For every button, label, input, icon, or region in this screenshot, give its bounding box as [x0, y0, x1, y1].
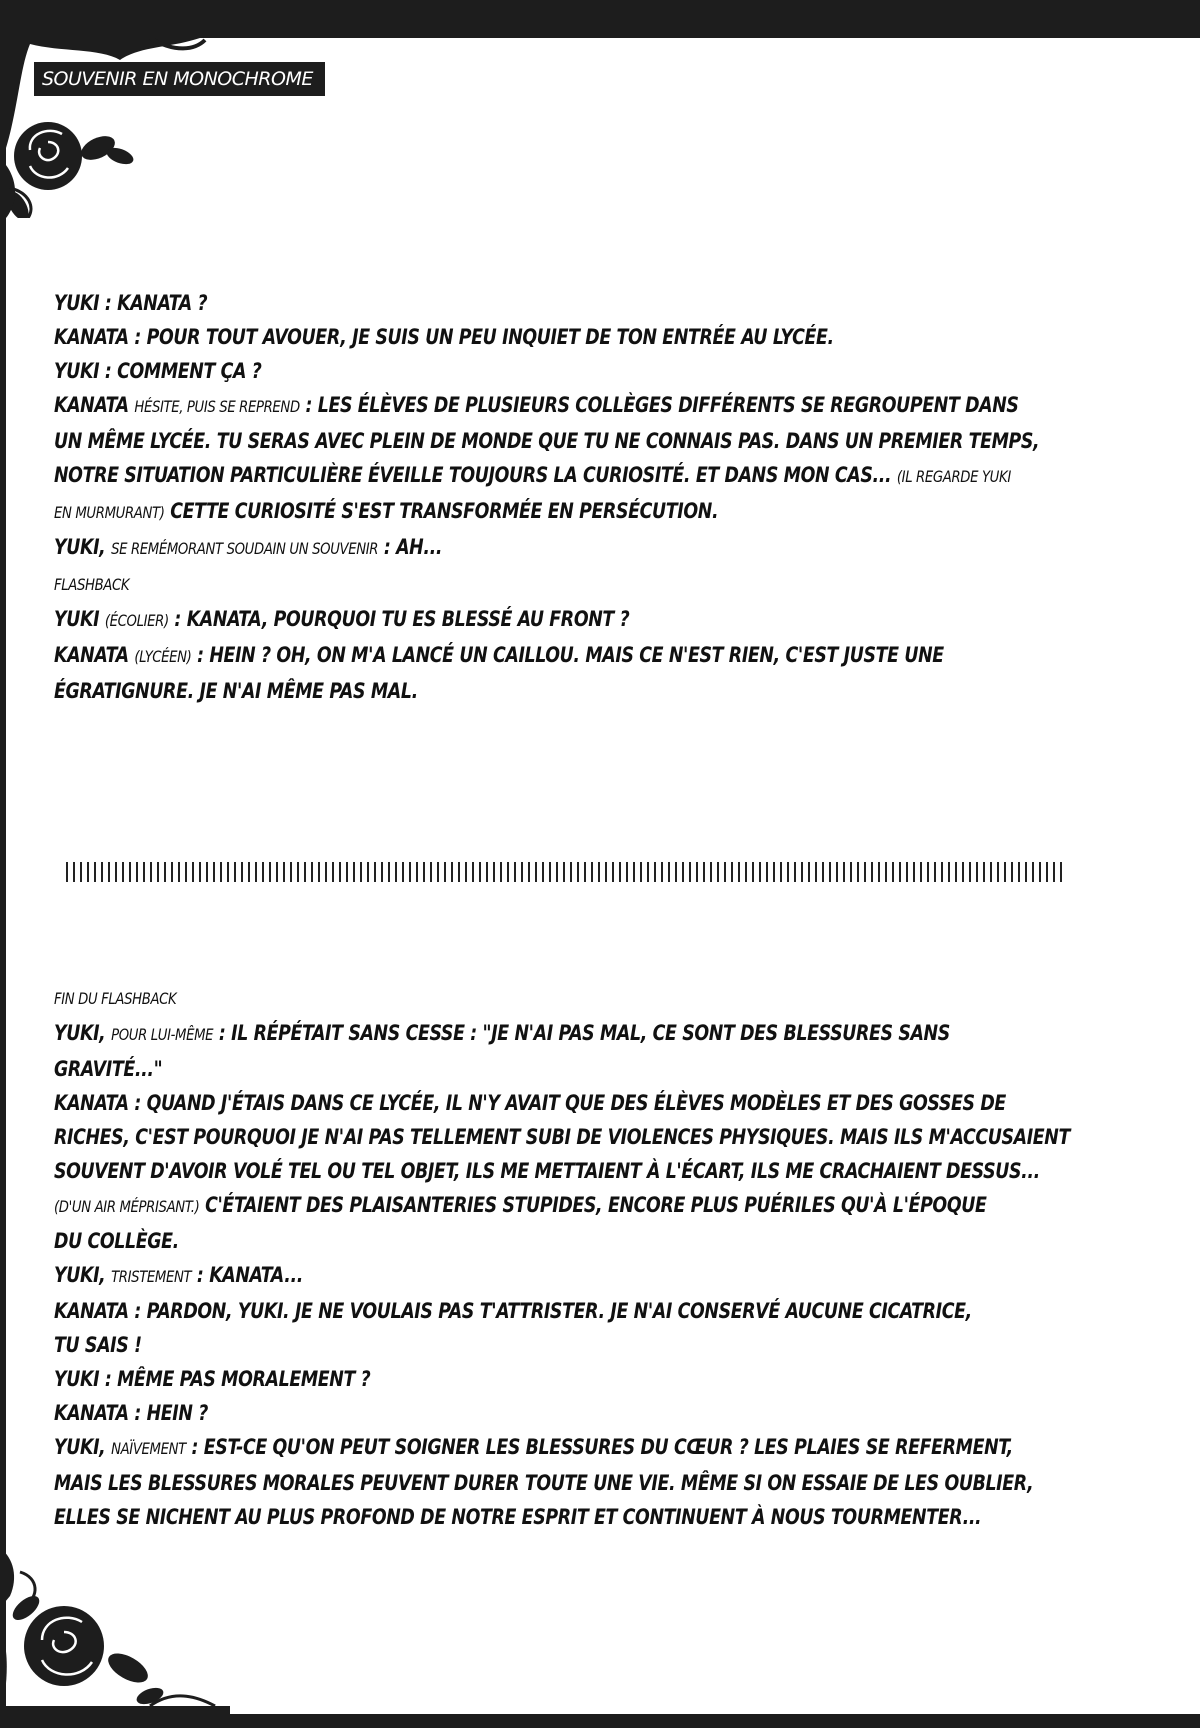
- dialogue-text: SOUVENT D'AVOIR VOLÉ TEL OU TEL OBJET, ILS ME METTAIENT À L'ÉCART, ILS ME CRACHAIENT DESSUS...: [54, 1159, 1040, 1183]
- dialogue-line: [54, 1154, 1040, 1188]
- stage-direction: SE REMÉMORANT SOUDAIN UN SOUVENIR: [111, 539, 379, 558]
- dialogue-text: KANATA : PARDON, YUKI. JE NE VOULAIS PAS T'ATTRISTER. JE N'AI CONSERVÉ AUCUNE CICATRICE,: [54, 1299, 972, 1323]
- dialogue-text: ÉGRATIGNURE. JE N'AI MÊME PAS MAL.: [54, 679, 418, 703]
- stage-direction: FIN DU FLASHBACK: [54, 989, 177, 1008]
- dialogue-text: YUKI,: [54, 1021, 112, 1045]
- dialogue-text: TU SAIS !: [54, 1333, 142, 1357]
- top-border: [0, 0, 1200, 38]
- dialogue-line: [54, 1016, 983, 1052]
- dialogue-text: NOTRE SITUATION PARTICULIÈRE ÉVEILLE TOUJOURS LA CURIOSITÉ. ET DANS MON CAS...: [54, 463, 897, 487]
- chapter-header: SOUVENIR EN MONOCHROME: [34, 62, 325, 96]
- dialogue-text: KANATA : HEIN ?: [54, 1401, 208, 1425]
- dialogue-line: [54, 320, 983, 354]
- dialogue-line: [54, 1396, 983, 1430]
- dialogue-line: [54, 286, 983, 320]
- dialogue-text: YUKI : KANATA ?: [54, 291, 208, 315]
- dialogue-text: : EST-CE QU'ON PEUT SOIGNER LES BLESSURES DU CŒUR ? LES PLAIES SE REFERMENT,: [185, 1435, 1013, 1459]
- dialogue-line: [54, 424, 1040, 458]
- dialogue-text: C'ÉTAIENT DES PLAISANTERIES STUPIDES, ENCORE PLUS PUÉRILES QU'À L'ÉPOQUE: [199, 1193, 987, 1217]
- stage-direction: TRISTEMENT: [111, 1267, 192, 1286]
- dialogue-line: [54, 980, 983, 1016]
- stage-direction: NAÏVEMENT: [111, 1439, 186, 1458]
- dialogue-block-1: [54, 286, 1040, 708]
- dialogue-line: [54, 494, 983, 530]
- dialogue-line: [54, 1258, 983, 1294]
- dialogue-line: [54, 1188, 987, 1224]
- dialogue-text: UN MÊME LYCÉE. TU SERAS AVEC PLEIN DE MONDE QUE TU NE CONNAIS PAS. DANS UN PREMIER TEMPS,: [54, 429, 1040, 453]
- dialogue-text: KANATA: [54, 643, 135, 667]
- dialogue-text: YUKI: [54, 607, 105, 631]
- dialogue-text: YUKI,: [54, 1263, 112, 1287]
- dialogue-line: [54, 566, 983, 602]
- dialogue-text: : IL RÉPÉTAIT SANS CESSE : "JE N'AI PAS MAL, CE SONT DES BLESSURES SANS: [213, 1021, 950, 1045]
- dialogue-text: : KANATA, POURQUOI TU ES BLESSÉ AU FRONT ?: [168, 607, 630, 631]
- dialogue-text: CETTE CURIOSITÉ S'EST TRANSFORMÉE EN PERSÉCUTION.: [164, 499, 719, 523]
- dialogue-text: : LES ÉLÈVES DE PLUSIEURS COLLÈGES DIFFÉRENTS SE REGROUPENT DANS: [299, 393, 1019, 417]
- dialogue-text: : KANATA...: [191, 1263, 303, 1287]
- dialogue-line: [54, 1120, 1070, 1154]
- dialogue-text: YUKI : COMMENT ÇA ?: [54, 359, 262, 383]
- rose-ornament-bottom-icon: [0, 1548, 230, 1718]
- dialogue-line: [54, 1362, 983, 1396]
- dialogue-text: : AH...: [378, 535, 443, 559]
- dialogue-text: MAIS LES BLESSURES MORALES PEUVENT DURER TOUTE UNE VIE. MÊME SI ON ESSAIE DE LES OUBLIER,: [54, 1471, 1034, 1495]
- stage-direction: POUR LUI-MÊME: [111, 1025, 214, 1044]
- stage-direction: FLASHBACK: [54, 575, 130, 594]
- dialogue-text: KANATA : POUR TOUT AVOUER, JE SUIS UN PEU INQUIET DE TON ENTRÉE AU LYCÉE.: [54, 325, 834, 349]
- dialogue-text: KANATA : QUAND J'ÉTAIS DANS CE LYCÉE, IL N'Y AVAIT QUE DES ÉLÈVES MODÈLES ET DES GOSSES DE: [54, 1091, 1006, 1115]
- stage-direction: (D'UN AIR MÉPRISANT.): [54, 1197, 200, 1216]
- dialogue-text: YUKI,: [54, 535, 112, 559]
- dialogue-block-2: [54, 980, 1070, 1534]
- stage-direction: (LYCÉEN): [134, 647, 192, 666]
- dialogue-line: [54, 674, 983, 708]
- dialogue-line: [54, 354, 983, 388]
- stage-direction: HÉSITE, PUIS SE REPREND: [134, 397, 300, 416]
- stage-direction: (ÉCOLIER): [104, 611, 169, 630]
- dialogue-text: YUKI : MÊME PAS MORALEMENT ?: [54, 1367, 371, 1391]
- dialogue-line: [54, 1328, 983, 1362]
- scene-divider: [66, 862, 1064, 882]
- dialogue-line: [54, 458, 1011, 494]
- dialogue-line: [54, 530, 983, 566]
- dialogue-line: [54, 1052, 983, 1086]
- dialogue-text: KANATA: [54, 393, 135, 417]
- dialogue-line: [54, 602, 983, 638]
- dialogue-line: [54, 1500, 983, 1534]
- dialogue-text: : HEIN ? OH, ON M'A LANCÉ UN CAILLOU. MAIS CE N'EST RIEN, C'EST JUSTE UNE: [191, 643, 944, 667]
- dialogue-line: [54, 1430, 1013, 1466]
- dialogue-line: [54, 1086, 1006, 1120]
- dialogue-text: RICHES, C'EST POURQUOI JE N'AI PAS TELLEMENT SUBI DE VIOLENCES PHYSIQUES. MAIS ILS M'ACCUSAIENT: [54, 1125, 1070, 1149]
- dialogue-text: YUKI,: [54, 1435, 112, 1459]
- dialogue-line: [54, 1224, 983, 1258]
- dialogue-line: [54, 1294, 983, 1328]
- dialogue-line: [54, 1466, 1034, 1500]
- dialogue-text: GRAVITÉ...": [54, 1057, 163, 1081]
- dialogue-text: ELLES SE NICHENT AU PLUS PROFOND DE NOTRE ESPRIT ET CONTINUENT À NOUS TOURMENTER...: [54, 1505, 982, 1529]
- dialogue-text: DU COLLÈGE.: [54, 1229, 179, 1253]
- dialogue-line: [54, 388, 1019, 424]
- dialogue-line: [54, 638, 983, 674]
- stage-direction: EN MURMURANT): [54, 503, 165, 522]
- stage-direction: (IL REGARDE YUKI: [896, 467, 1011, 486]
